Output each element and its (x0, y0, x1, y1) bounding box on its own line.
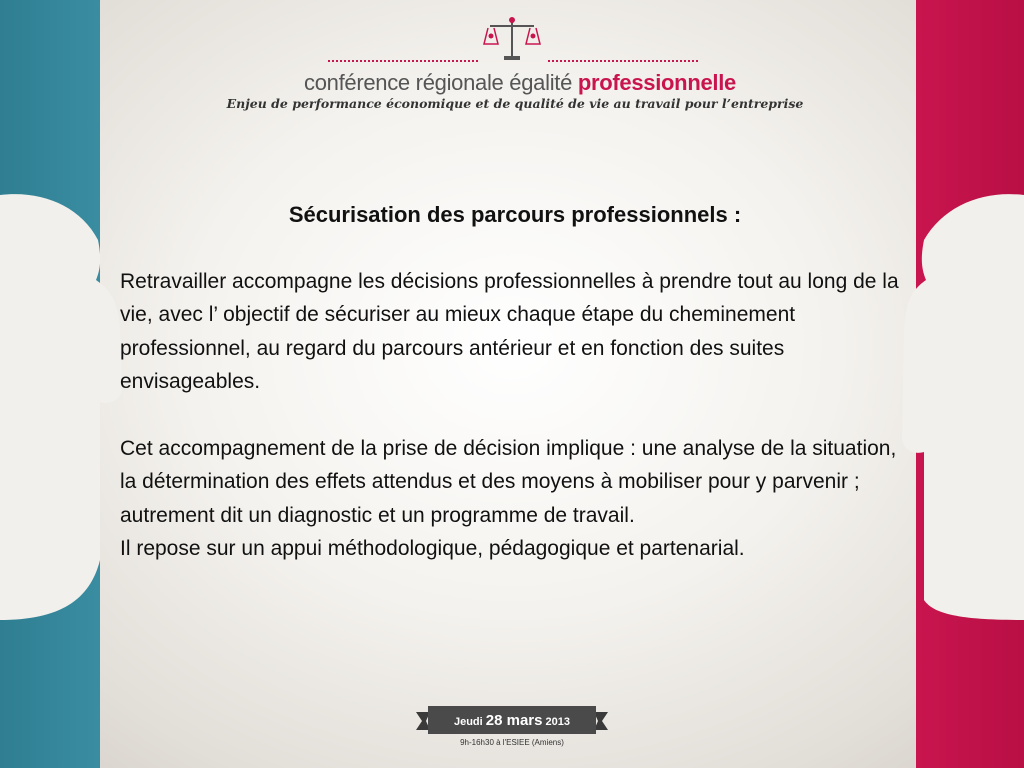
paragraph-accompagnement: Cet accompagnement de la prise de décision implique : une analyse de la situation, la détermination des effets attendus et des moyens à mobiliser pour y parvenir ; autrement dit un diagnostic et un programme de travail. (120, 436, 897, 527)
conference-title-accent: professionnelle (577, 70, 736, 95)
event-day: Jeudi (453, 716, 483, 728)
event-date-main: 28 mars (485, 712, 543, 729)
paragraph-appui: Il repose sur un appui méthodologique, pédagogique et partenarial. (120, 537, 745, 560)
event-year: 2013 (545, 716, 571, 728)
scales-of-justice-icon (482, 14, 542, 64)
conference-title-prefix: conférence régionale égalité (304, 70, 573, 95)
conference-subtitle: Enjeu de performance économique et de qualité de vie au travail pour l’entreprise (226, 96, 804, 111)
decorative-dotted-line-right (548, 60, 698, 62)
event-details: 9h-16h30 à l'ESIEE (Amiens) (460, 738, 564, 747)
slide-content (120, 198, 910, 566)
conference-title (300, 70, 740, 96)
event-date (438, 712, 586, 731)
paragraph-retravailler: Retravailler accompagne les décisions professionnelles à prendre tout au long de la vie, avec l’ objectif de sécuriser au mieux chaque étape du cheminement professionnel, au regard du parcours antérieur et en fonction des suites envisageables. (120, 269, 899, 393)
slide-heading: Sécurisation des parcours professionnels : (288, 202, 742, 227)
decorative-dotted-line-left (328, 60, 478, 62)
